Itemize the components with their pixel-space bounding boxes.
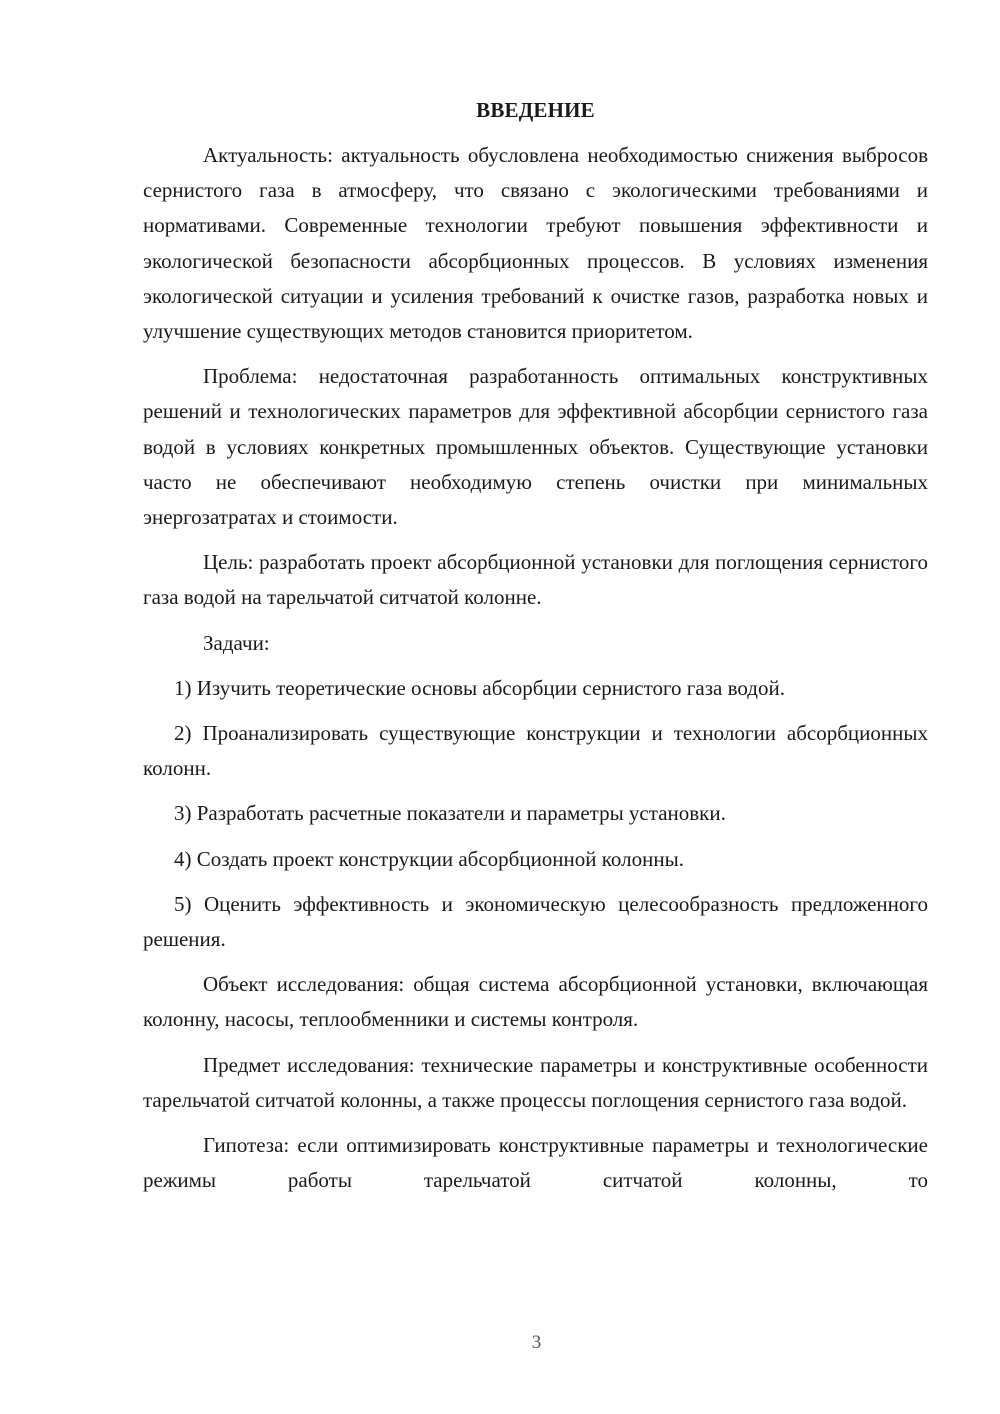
paragraph-relevance: Актуальность: актуальность обусловлена необходимостью снижения выбросов сернистого газа в атмосферу, что связано с экологическими требованиями и нормативами. Современные технологии требуют повышения эффективности и экологической безопасности абсорбционных процессов. В условиях изменения экологической ситуации и усиления требований к очистке газов, разработка новых и улучшение существующих методов становится приоритетом. [143, 143, 928, 344]
page-number: 3 [531, 1332, 542, 1353]
task-item-3: 3) Разработать расчетные показатели и параметры установки. [174, 801, 726, 826]
paragraph-hypothesis: Гипотеза: если оптимизировать конструктивные параметры и технологические режимы работы тарельчатой ситчатой колонны, то [143, 1133, 928, 1193]
task-item-5: 5) Оценить эффективность и экономическую целесообразность предложенного решения. [143, 891, 928, 952]
task-item-1: 1) Изучить теоретические основы абсорбции сернистого газа водой. [174, 675, 785, 700]
task-item-2: 2) Проанализировать существующие конструкции и технологии абсорбционных колонн. [143, 721, 928, 781]
document-page [143, 96, 928, 1208]
paragraph-tasks-label: Задачи: [203, 630, 270, 655]
paragraph-object: Объект исследования: общая система абсорбционной установки, включающая колонну, насосы, теплообменники и системы контроля. [143, 972, 928, 1032]
section-heading: ВВЕДЕНИЕ [476, 98, 595, 122]
paragraph-problem: Проблема: недостаточная разработанность оптимальных конструктивных решений и технологических параметров для эффективной абсорбции сернистого газа водой в условиях конкретных промышленных объектов. Существующие установки часто не обеспечивают необходимую степень очистки при минимальных энергозатратах и стоимости. [143, 364, 928, 530]
task-item-4: 4) Создать проект конструкции абсорбционной колонны. [174, 846, 684, 871]
paragraph-goal: Цель: разработать проект абсорбционной установки для поглощения сернистого газа водой на тарельчатой ситчатой колонне. [143, 550, 928, 610]
paragraph-subject: Предмет исследования: технические параметры и конструктивные особенности тарельчатой ситчатой колонны, а также процессы поглощения сернистого газа водой. [143, 1052, 928, 1112]
